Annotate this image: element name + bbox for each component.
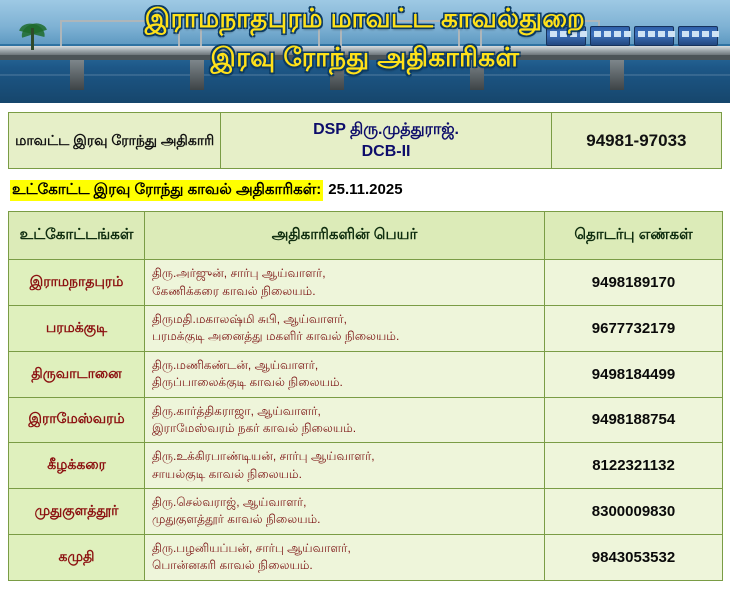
table-row (9, 534, 723, 580)
row-officer (145, 397, 545, 443)
table-row (9, 260, 723, 306)
column-header-officer: அதிகாரிகளின் பெயர் (145, 212, 545, 260)
district-officer-name-text: DSP திரு.முத்துராஜ். (313, 121, 459, 138)
row-zone: கமுதி (9, 534, 145, 580)
row-phone[interactable]: 8122321132 (545, 443, 723, 489)
officer-name-line: திரு.பழனியப்பன், சார்பு ஆய்வாளர், (152, 540, 351, 555)
row-phone[interactable]: 9843053532 (545, 534, 723, 580)
officer-station-line: பொன்னகரி காவல் நிலையம். (152, 558, 313, 573)
district-officer-unit-text: DCB-II (361, 142, 411, 160)
officer-station-line: இராமேஸ்வரம் நகர் காவல் நிலையம். (152, 420, 357, 435)
palm-tree-icon (18, 20, 48, 50)
officer-name-line: திரு.செல்வராஜ், ஆய்வாளர், (152, 495, 307, 510)
bridge-icon (340, 20, 460, 46)
officer-name-line: திரு.மணிகண்டன், ஆய்வாளர், (152, 357, 319, 372)
row-officer (145, 443, 545, 489)
subtitle-date: 25.11.2025 (328, 181, 403, 199)
row-phone[interactable]: 9498189170 (545, 260, 723, 306)
column-header-phone: தொடர்பு எண்கள் (545, 212, 723, 260)
officer-name-line: திருமதி.மகாலஷ்மி சுபி, ஆய்வாளர், (152, 311, 348, 326)
table-row (9, 305, 723, 351)
row-zone: முதுகுளத்தூர் (9, 489, 145, 535)
officer-name-line: திரு.உக்கிரபாண்டியன், சார்பு ஆய்வாளர், (152, 449, 375, 464)
row-officer (145, 489, 545, 535)
district-officer-phone[interactable]: 94981-97033 (551, 113, 721, 169)
row-phone[interactable]: 9677732179 (545, 305, 723, 351)
bridge-pier (70, 60, 84, 90)
table-row (9, 443, 723, 489)
subtitle-highlight: உட்கோட்ட இரவு ரோந்து காவல் அதிகாரிகள்: (10, 180, 323, 201)
row-officer (145, 305, 545, 351)
table-row (9, 489, 723, 535)
district-officer-table (8, 112, 722, 169)
bridge-icon (200, 20, 320, 46)
officer-station-line: முதுகுளத்தூர் காவல் நிலையம். (152, 512, 321, 527)
officer-station-line: திருப்பாலைக்குடி காவல் நிலையம். (152, 375, 343, 390)
officer-name-line: திரு.அர்ஜுன், சார்பு ஆய்வாளர், (152, 266, 326, 281)
table-row (9, 351, 723, 397)
subtitle (10, 180, 730, 201)
row-zone: திருவாடானை (9, 351, 145, 397)
officer-station-line: கேணிக்கரை காவல் நிலையம். (152, 283, 316, 298)
row-phone[interactable]: 9498184499 (545, 351, 723, 397)
row-zone: இராமேஸ்வரம் (9, 397, 145, 443)
bridge-icon (60, 20, 180, 46)
row-zone: கீழக்கரை (9, 443, 145, 489)
train-icon (546, 26, 730, 48)
banner (0, 0, 730, 103)
bridge-pier (330, 60, 344, 90)
officer-station-line: பரமக்குடி அனைத்து மகளிர் காவல் நிலையம். (152, 329, 400, 344)
row-officer (145, 260, 545, 306)
table-row (9, 113, 722, 169)
banner-title-line2: இரவு ரோந்து அதிகாரிகள் (210, 42, 520, 73)
bridge-pier (190, 60, 204, 90)
row-phone[interactable]: 9498188754 (545, 397, 723, 443)
district-officer-name (221, 113, 551, 169)
column-header-zone: உட்கோட்டங்கள் (9, 212, 145, 260)
district-officer-role: மாவட்ட இரவு ரோந்து அதிகாரி (9, 113, 221, 169)
row-zone: இராமநாதபுரம் (9, 260, 145, 306)
banner-title-line1: இராமநாதபுரம் மாவட்ட காவல்துறை (144, 3, 586, 33)
table-header-row (9, 212, 723, 260)
officer-station-line: சாயல்குடி காவல் நிலையம். (152, 466, 302, 481)
officer-name-line: திரு.கார்த்திகராஜா, ஆய்வாளர், (152, 403, 321, 418)
bridge-pier (610, 60, 624, 90)
row-phone[interactable]: 8300009830 (545, 489, 723, 535)
row-zone: பரமக்குடி (9, 305, 145, 351)
table-row (9, 397, 723, 443)
bridge-pier (470, 60, 484, 90)
night-patrol-officers-table (8, 211, 723, 580)
row-officer (145, 351, 545, 397)
row-officer (145, 534, 545, 580)
